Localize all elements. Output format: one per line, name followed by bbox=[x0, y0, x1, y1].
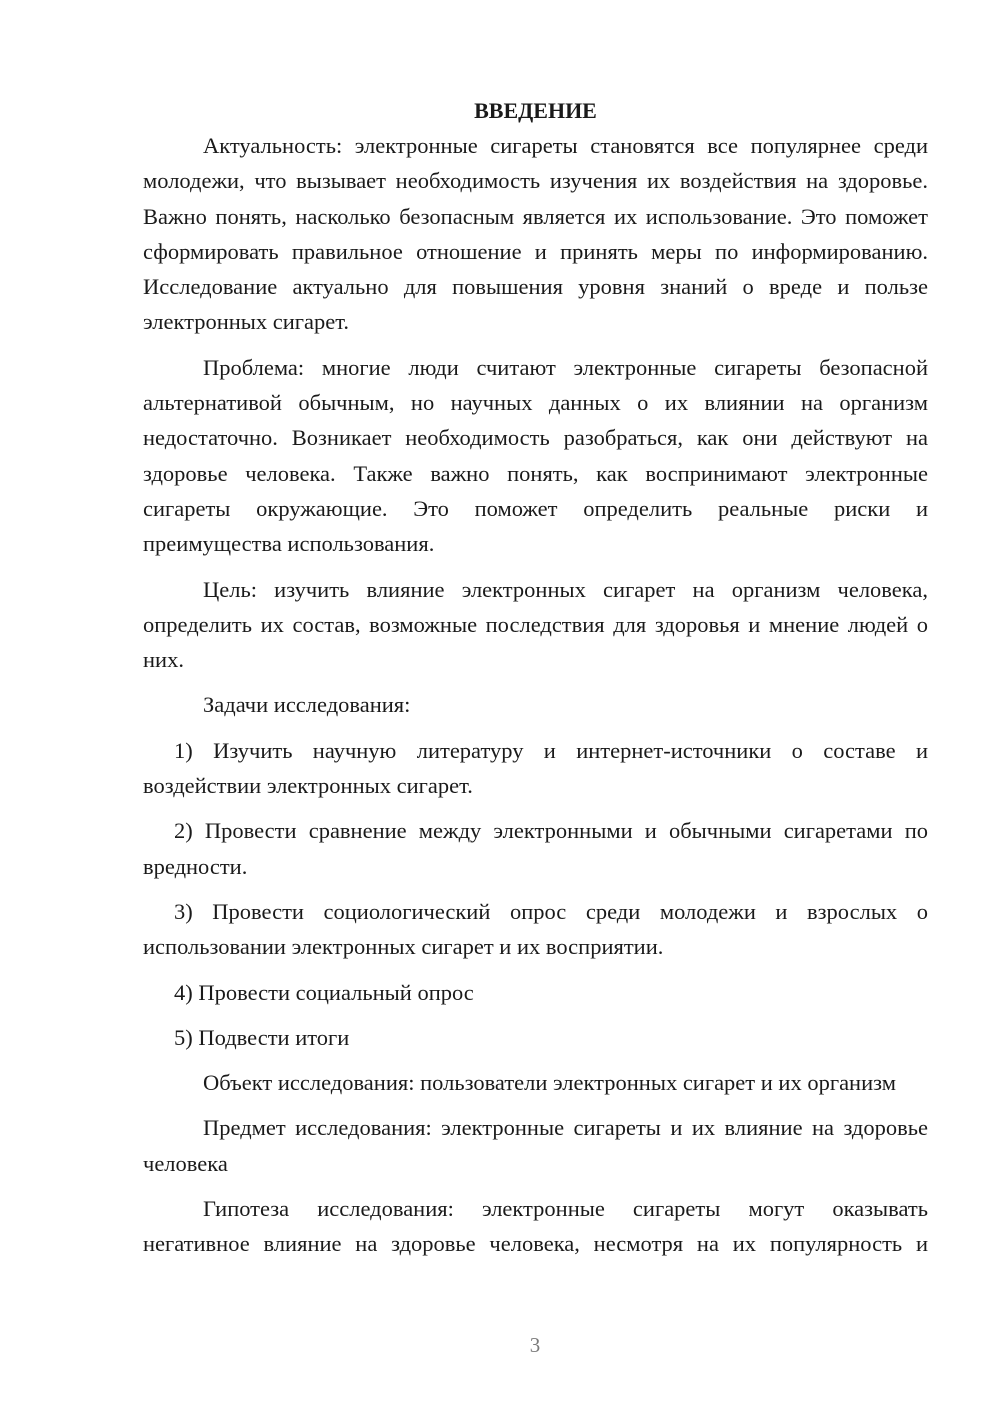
paragraph-hypothesis: Гипотеза исследования: электронные сигареты могут оказывать негативное влияние на здоровье человека, несмотря на их популярность и bbox=[143, 1196, 928, 1257]
paragraph-object: Объект исследования: пользователи электронных сигарет и их организм bbox=[203, 1070, 896, 1096]
task-item-1: 1) Изучить научную литературу и интернет-источники о составе и воздействии электронных сигарет. bbox=[143, 737, 928, 799]
paragraph-tasks-heading: Задачи исследования: bbox=[203, 692, 411, 718]
page-content bbox=[143, 93, 928, 1272]
paragraph-subject: Предмет исследования: электронные сигареты и их влияние на здоровье человека bbox=[143, 1115, 928, 1176]
task-item-3: 3) Провести социологический опрос среди молодежи и взрослых о использовании электронных сигарет и их восприятии. bbox=[143, 898, 928, 960]
task-item-2: 2) Провести сравнение между электронными и обычными сигаретами по вредности. bbox=[143, 818, 928, 879]
task-item-4: 4) Провести социальный опрос bbox=[174, 979, 474, 1005]
page-number: 3 bbox=[529, 1333, 541, 1357]
section-title: ВВЕДЕНИЕ bbox=[474, 98, 597, 123]
paragraph-goal: Цель: изучить влияние электронных сигарет на организм человека, определить их состав, возможные последствия для здоровья и мнение людей о них. bbox=[143, 576, 928, 673]
paragraph-problem: Проблема: многие люди считают электронные сигареты безопасной альтернативой обычным, но научных данных о их влиянии на организм недостаточно. Возникает необходимость разобраться, как они действуют на здоровье человека. Также важно понять, как воспринимают электронные сигареты окружающие. Это поможет определить реальные риски и преимущества использования. bbox=[143, 354, 928, 557]
task-item-5: 5) Подвести итоги bbox=[174, 1024, 350, 1050]
paragraph-relevance: Актуальность: электронные сигареты становятся все популярнее среди молодежи, что вызывает необходимость изучения их воздействия на здоровье. Важно понять, насколько безопасным является их использование. Это поможет сформировать правильное отношение и принять меры по информированию. Исследование актуально для повышения уровня знаний о вреде и пользе электронных сигарет. bbox=[143, 133, 928, 335]
